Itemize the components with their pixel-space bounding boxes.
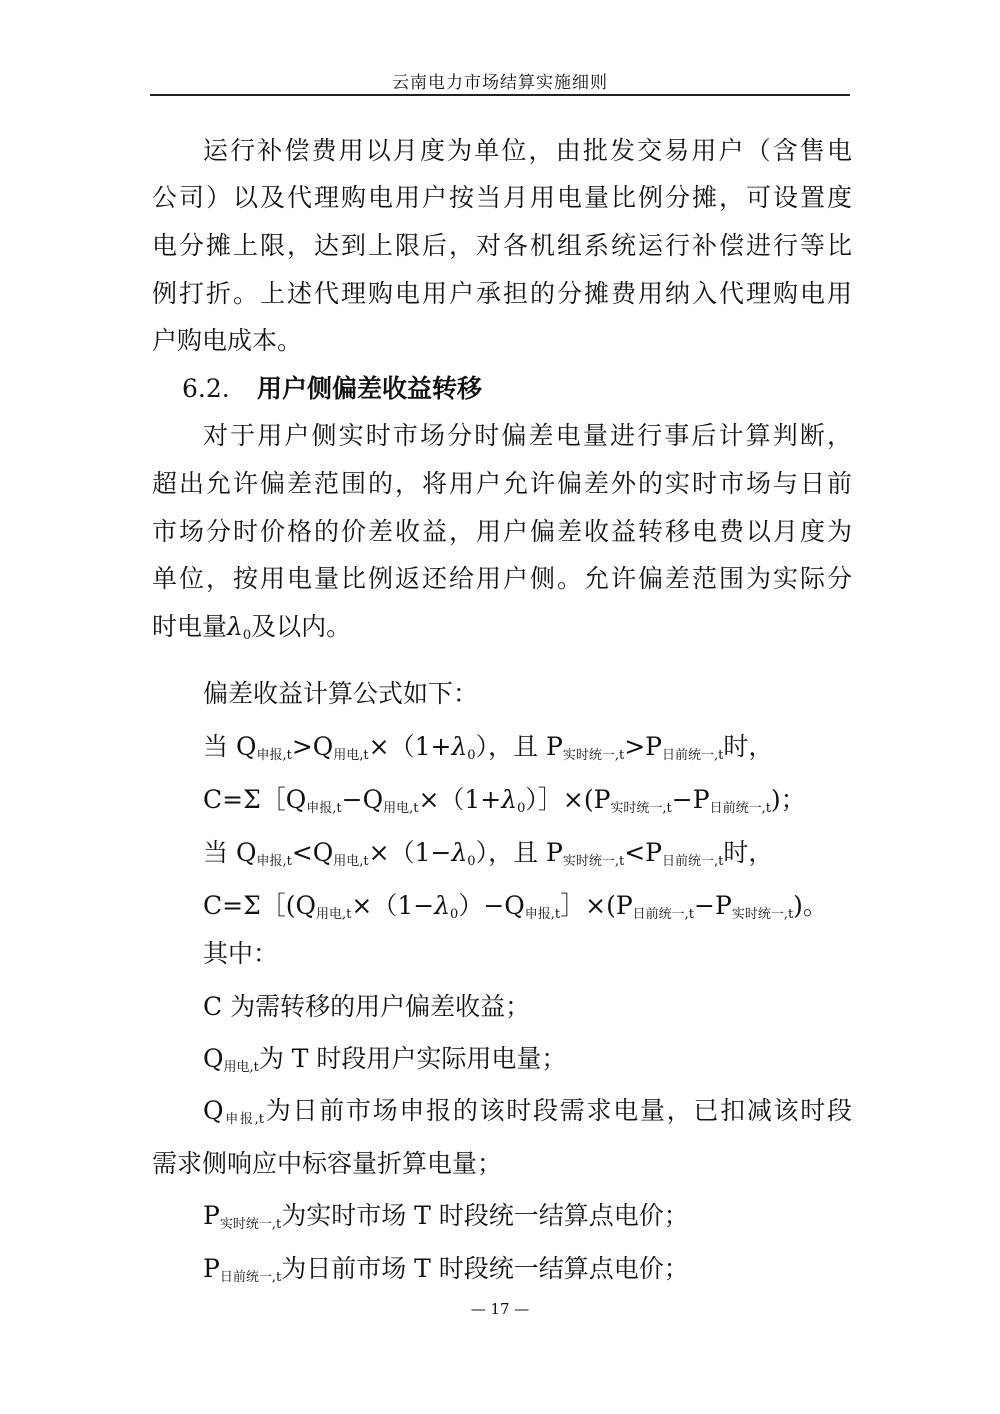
formula-intro: 偏差收益计算公式如下：: [203, 679, 479, 708]
p1-line-2: 公司）以及代理购电用户按当月用电量比例分摊，可设置度: [152, 183, 852, 212]
p1-line-1: 运行补偿费用以月度为单位，由批发交易用户（含售电: [203, 136, 852, 165]
definitions-intro: 其中：: [203, 939, 279, 968]
p1-line-3: 电分摊上限，达到上限后，对各机组系统运行补偿进行等比: [152, 231, 852, 260]
p1-line-4: 例打折。上述代理购电用户承担的分摊费用纳入代理购电用: [152, 279, 852, 308]
def-q-shenbao: $Q_{申报,t}$为日前市场申报的该时段需求电量，已扣减该时段: [203, 1096, 852, 1127]
lambda-subscript: 0: [242, 628, 252, 643]
formula-4: $C=\Sigma[(Q_{用电,t}\times(1-\lambda_0)-Q_{申报,t}]\times(P_{日前统一,t}-P_{实时统一,t})$。: [203, 891, 828, 922]
p2-last-post: 及以内。: [251, 612, 352, 641]
p1-line-5: 户购电成本。: [152, 326, 303, 355]
def-q-shenbao-2: 需求侧响应中标容量折算电量；: [152, 1149, 503, 1178]
section-title: 用户侧偏差收益转移: [257, 374, 483, 403]
def-c: C 为需转移的用户偏差收益；: [203, 992, 531, 1021]
lambda-symbol: λ: [227, 612, 243, 641]
formula-2: $C=\Sigma[Q_{申报,t}-Q_{用电,t}\times(1+\lambda_0)]\times(P_{实时统一,t}-P_{日前统一,t})$；: [203, 785, 806, 816]
p2-line-5: [152, 609, 852, 645]
p2-line-4: 单位，按用电量比例返还给用户侧。允许偏差范围为实际分: [152, 564, 852, 593]
formula-3: 当 $Q_{申报,t}<Q_{用电,t}\times(1-\lambda_0)$，且 $P_{实时统一,t}<P_{日前统一,t}$时，: [203, 838, 774, 869]
header-title: 云南电力市场结算实施细则: [392, 73, 608, 93]
def-q-yongdian: $Q_{用电,t}$为 T 时段用户实际用电量；: [203, 1044, 567, 1075]
page-header: [150, 64, 850, 96]
def-p-shishi: $P_{实时统一,t}$为实时市场 T 时段统一结算点电价；: [203, 1201, 689, 1232]
section-heading: [182, 371, 882, 407]
p2-line-2: 超出允许偏差范围的，将用户允许偏差外的实时市场与日前: [152, 469, 852, 498]
def-p-riqian: $P_{日前统一,t}$为日前市场 T 时段统一结算点电价；: [203, 1254, 689, 1285]
p2-line-1: 对于用户侧实时市场分时偏差电量进行事后计算判断，: [203, 421, 852, 450]
section-number: 6.2.: [182, 374, 230, 403]
page-number: — 17 —: [470, 1300, 530, 1318]
p2-line-3: 市场分时价格的价差收益，用户偏差收益转移电费以月度为: [152, 517, 852, 546]
formula-1: 当 $Q_{申报,t}>Q_{用电,t}\times(1+\lambda_0)$，且 $P_{实时统一,t}>P_{日前统一,t}$时，: [203, 732, 774, 763]
p2-last-pre: 时电量: [152, 612, 228, 641]
